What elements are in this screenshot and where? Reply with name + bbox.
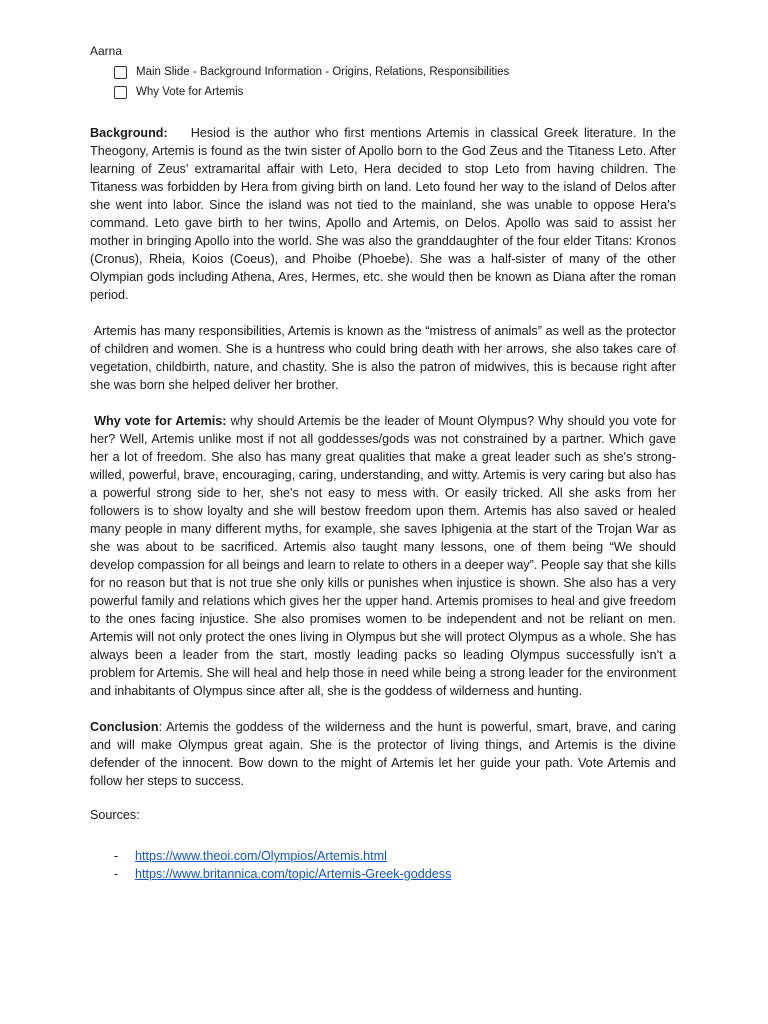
checklist-item[interactable]: [114, 82, 676, 102]
background-heading: Background:: [90, 126, 168, 140]
source-item: [114, 865, 676, 883]
checkbox-icon[interactable]: [114, 86, 127, 99]
background-text: Hesiod is the author who first mentions Artemis in classical Greek literature. In the Theogony, Artemis is found as the twin sister of Apollo born to the God Zeus and the Titaness Leto. After learning of Zeus' extramarital affair with Leto, Hera decided to stop Leto from having children. The Titaness was forbidden by Hera from giving birth on land. Leto found her way to the island of Delos after she went into labor. Since the island was not tied to the mainland, she was unable to oppose Hera's command. Leto gave birth to her twins, Apollo and Artemis, on Delos. Apollo was said to assist her mother in bringing Apollo into the world. She was also the granddaughter of the four elder Titans: Kronos (Cronus), Rheia, Koios (Coeus), and Phoibe (Phoebe). She was a half-sister of many of the other Olympian gods including Athena, Ares, Hermes, etc. she would then be known as Diana after the roman period.: [90, 126, 676, 302]
document-page: [90, 44, 676, 883]
responsibilities-text: Artemis has many responsibilities, Artemis is known as the “mistress of animals” as well as the protector of children and women. She is a huntress who could bring death with her arrows, she also takes care of vegetation, childbirth, nature, and chastity. She is also the patron of midwives, this is because right after she was born she helped deliver her brother.: [90, 324, 676, 392]
checklist-item[interactable]: [114, 62, 676, 82]
outline-checklist: [114, 62, 676, 102]
sources-label: Sources:: [90, 808, 140, 822]
source-link-theoi[interactable]: https://www.theoi.com/Olympios/Artemis.html: [135, 849, 387, 863]
list-dash: -: [114, 867, 119, 881]
checklist-item-label: Why Vote for Artemis: [136, 86, 244, 98]
list-dash: -: [114, 849, 119, 863]
checkbox-icon[interactable]: [114, 66, 127, 79]
conclusion-paragraph: [90, 718, 676, 790]
author-name: Aarna: [90, 44, 123, 58]
checklist-item-label: Main Slide - Background Information - Origins, Relations, Responsibilities: [136, 66, 510, 78]
why-vote-text: why should Artemis be the leader of Mount Olympus? Why should you vote for her? Well, Artemis unlike most if not all goddesses/gods was not constrained by a partner. Which gave her a lot of freedom. She also has many great qualities that make a great leader such as she's strong-willed, powerful, brave, encouraging, caring, understanding, and witty. Artemis is very caring but also has a powerful strong side to her, she's not easy to mess with. Or easily tricked. All she asks from her followers is to show loyalty and she will bestow freedom upon them. Artemis has also saved or healed many people in many different myths, for example, she saves Iphigenia at the start of the Trojan War as she was about to be sacrificed. Artemis also taught many lessons, one of them being “We should develop compassion for all beings and learn to relate to others in a deeper way”. People say that she kills for no reason but that is not true she only kills or punishes when injustice is shown. She also has a very powerful family and relations which gives her the upper hand. Artemis promises to heal and give freedom to the ones facing injustice. She also promises women to be independent and not be reliant on men. Artemis will not only protect the ones living in Olympus but she will protect Olympus as a whole. She has always been a leader from the start, mostly leading packs so leading Olympus successfully isn't a problem for Artemis. She will heal and help those in need while being a strong leader for the environment and inhabitants of Olympus since after all, she is the goddess of wilderness and hunting.: [90, 414, 676, 698]
background-paragraph: [90, 124, 676, 304]
source-item: [114, 847, 676, 865]
conclusion-heading: Conclusion: [90, 720, 159, 734]
source-link-britannica[interactable]: https://www.britannica.com/topic/Artemis-Greek-goddess: [135, 867, 452, 881]
conclusion-text: : Artemis the goddess of the wilderness and the hunt is powerful, smart, brave, and caring and will make Olympus great again. She is the protector of living things, and Artemis is the divine defender of the innocent. Bow down to the might of Artemis let her guide your path. Vote Artemis and follow her steps to success.: [90, 720, 676, 788]
responsibilities-paragraph: [90, 322, 676, 394]
sources-list: [90, 847, 676, 883]
why-vote-paragraph: [90, 412, 676, 700]
why-vote-heading: Why vote for Artemis:: [94, 414, 227, 428]
